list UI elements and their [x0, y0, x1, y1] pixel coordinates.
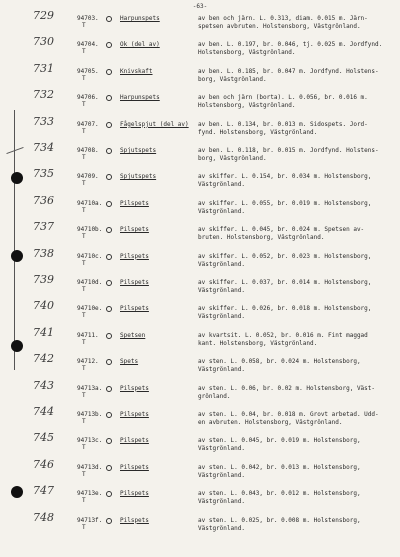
- circle-mark-icon: [106, 333, 112, 339]
- object-description: av sten. L. 0.06, br. 0.02 m. Holstensborg, Väst- grönland.: [198, 384, 376, 400]
- t-mark: T: [82, 286, 86, 293]
- catalog-number: 94706.: [77, 94, 99, 102]
- circle-mark-icon: [106, 491, 112, 497]
- circle-mark-icon: [106, 254, 112, 260]
- object-name: Pilspets: [120, 279, 149, 286]
- t-mark: T: [82, 418, 86, 425]
- object-name: Knivskaft: [120, 67, 153, 75]
- handwritten-number: 730: [33, 35, 54, 49]
- object-name: Pilspets: [120, 411, 149, 418]
- t-mark: T: [82, 101, 86, 109]
- catalog-number: 94713e.: [77, 490, 103, 498]
- handwritten-number: 741: [33, 325, 54, 339]
- t-mark: T: [82, 523, 86, 531]
- object-description: av sten. L. 0.043, br. 0.012 m. Holstensborg, Västgrönland.: [198, 490, 361, 506]
- object-name: Pilspets: [120, 463, 149, 471]
- circle-mark-icon: [106, 148, 112, 154]
- object-description: av ben. L. 0.118, br. 0.015 m. Jordfynd. Holstens- borg, Västgrönland.: [198, 147, 379, 162]
- handwritten-number: 732: [33, 88, 54, 102]
- object-name: Pilspets: [120, 199, 149, 207]
- page-number: -63-: [192, 3, 208, 10]
- circle-mark-icon: [106, 386, 112, 392]
- object-description: av skiffer. L. 0.052, br. 0.023 m. Holstensborg, Västgrönland.: [198, 252, 372, 268]
- object-description: av skiffer. L. 0.045, br. 0.024 m. Spetsen av- bruten. Holstensborg, Västgrönland.: [198, 226, 365, 242]
- circle-mark-icon: [106, 412, 112, 418]
- circle-mark-icon: [106, 16, 112, 22]
- handwritten-number: 743: [33, 378, 54, 392]
- handwritten-number: 745: [33, 431, 54, 445]
- handwritten-number: 735: [33, 167, 54, 181]
- object-name: Spetsen: [120, 331, 146, 339]
- catalog-number: 94710d.: [77, 279, 103, 286]
- object-description: av skiffer. L. 0.055, br. 0.019 m. Holstensborg, Västgrönland.: [198, 199, 372, 215]
- catalog-number: 94710b.: [77, 226, 103, 234]
- object-name: Spets: [120, 358, 139, 366]
- catalog-number: 94710e.: [77, 305, 103, 313]
- object-description: av sten. L. 0.045, br. 0.019 m. Holstensborg, Västgrönland.: [198, 437, 361, 453]
- t-mark: T: [82, 180, 86, 188]
- t-mark: T: [82, 497, 86, 505]
- t-mark: T: [82, 338, 86, 346]
- circle-mark-icon: [106, 201, 112, 207]
- catalog-number: 94710c.: [77, 252, 103, 260]
- circle-mark-icon: [106, 122, 112, 128]
- object-description: av kvartsit. L. 0.052, br. 0.016 m. Fint maggad kant. Holstensborg, Västgrönland.: [198, 331, 368, 347]
- circle-mark-icon: [106, 42, 112, 48]
- circle-mark-icon: [106, 227, 112, 233]
- handwritten-number: 737: [33, 220, 54, 234]
- catalog-number: 94705.: [77, 67, 99, 75]
- catalog-number: 94713f.: [77, 516, 103, 524]
- object-name: Pilspets: [120, 226, 149, 234]
- circle-mark-icon: [106, 518, 112, 524]
- catalog-number: 94709.: [77, 173, 99, 181]
- object-name: Pilspets: [120, 516, 149, 524]
- object-name: Fågelspjut (del av): [120, 120, 189, 128]
- handwritten-number: 729: [33, 9, 54, 22]
- handwritten-number: 742: [33, 352, 54, 366]
- t-mark: T: [82, 312, 86, 320]
- circle-mark-icon: [106, 359, 112, 365]
- object-description: av sten. L. 0.025, br. 0.008 m. Holstensborg, Västgrönland.: [198, 516, 361, 532]
- circle-mark-icon: [106, 69, 112, 75]
- object-description: av ben och järn (borta). L. 0.056, br. 0.016 m. Holstensborg, Västgrönland.: [198, 94, 368, 110]
- catalog-number: 94713b.: [77, 411, 103, 418]
- catalog-number: 94708.: [77, 147, 99, 154]
- handwritten-number: 744: [33, 405, 54, 418]
- object-name: Pilspets: [120, 437, 149, 445]
- t-mark: T: [82, 444, 86, 452]
- object-description: av ben. L. 0.134, br. 0.013 m. Sidospets. Jord- fynd. Holstensborg, Västgrönland.: [198, 120, 368, 136]
- object-name: Pilspets: [120, 305, 149, 313]
- margin-cross-mark: [6, 147, 23, 154]
- t-mark: T: [82, 365, 86, 373]
- catalog-number: 94710a.: [77, 199, 103, 207]
- object-description: av sten. L. 0.058, br. 0.024 m. Holstensborg, Västgrönland.: [198, 358, 361, 374]
- object-description: av sten. L. 0.04, br. 0.018 m. Grovt arbetad. Udd- en avbruten. Holstensborg, Västgrönland.: [198, 411, 379, 426]
- catalog-number: 94703.: [77, 15, 99, 22]
- object-description: av skiffer. L. 0.154, br. 0.034 m. Holstensborg, Västgrönland.: [198, 173, 372, 189]
- object-description: av ben. L. 0.185, br. 0.047 m. Jordfynd. Holstens- borg, Västgrönland.: [198, 67, 379, 83]
- handwritten-number: 748: [33, 510, 54, 524]
- t-mark: T: [82, 154, 86, 161]
- handwritten-number: 734: [33, 141, 54, 154]
- handwritten-number: 740: [33, 299, 54, 313]
- t-mark: T: [82, 233, 86, 241]
- handwritten-number: 746: [33, 457, 54, 471]
- handwritten-number: 739: [33, 273, 54, 286]
- object-name: Harpunspets: [120, 15, 160, 22]
- handwritten-number: 736: [33, 193, 54, 207]
- circle-mark-icon: [106, 465, 112, 471]
- object-name: Ok (del av): [120, 41, 160, 49]
- object-name: Harpunspets: [120, 94, 160, 102]
- circle-mark-icon: [106, 95, 112, 101]
- t-mark: T: [82, 259, 86, 267]
- catalog-number: 94704.: [77, 41, 99, 49]
- object-description: av sten. L. 0.042, br. 0.013 m. Holstensborg, Västgrönland.: [198, 463, 361, 479]
- t-mark: T: [82, 48, 86, 56]
- punch-hole: [11, 172, 23, 184]
- punch-hole: [11, 250, 23, 262]
- circle-mark-icon: [106, 306, 112, 312]
- handwritten-number: 731: [33, 61, 54, 75]
- catalog-number: 94711.: [77, 331, 99, 339]
- object-name: Pilspets: [120, 252, 149, 260]
- t-mark: T: [82, 391, 86, 399]
- t-mark: T: [82, 206, 86, 214]
- circle-mark-icon: [106, 174, 112, 180]
- catalog-number: 94713c.: [77, 437, 103, 445]
- object-description: av skiffer. L. 0.037, br. 0.014 m. Holstensborg, Västgrönland.: [198, 279, 372, 294]
- catalog-number: 94713d.: [77, 463, 103, 471]
- handwritten-number: 738: [33, 246, 54, 260]
- object-description: av ben och järn. L. 0.313, diam. 0.015 m. Järn- spetsen avbruten. Holstensborg, Västgrönland.: [198, 15, 368, 30]
- object-name: Spjutspets: [120, 147, 157, 154]
- handwritten-number: 733: [33, 114, 54, 128]
- handwritten-number: 747: [33, 484, 54, 498]
- punch-hole: [11, 340, 23, 352]
- catalog-number: 94712.: [77, 358, 99, 366]
- punch-hole: [11, 486, 23, 498]
- circle-mark-icon: [106, 438, 112, 444]
- object-description: av ben. L. 0.197, br. 0.046, tj. 0.025 m. Jordfynd. Holstensborg, Västgrönland.: [198, 41, 383, 57]
- t-mark: T: [82, 74, 86, 82]
- object-name: Pilspets: [120, 384, 149, 392]
- catalog-number: 94713a.: [77, 384, 103, 392]
- t-mark: T: [82, 127, 86, 135]
- object-name: Spjutspets: [120, 173, 157, 181]
- object-name: Pilspets: [120, 490, 149, 498]
- t-mark: T: [82, 470, 86, 478]
- catalog-number: 94707.: [77, 120, 99, 128]
- t-mark: T: [82, 22, 86, 29]
- circle-mark-icon: [106, 280, 112, 286]
- object-description: av skiffer. L. 0.026, br. 0.018 m. Holstensborg, Västgrönland.: [198, 305, 372, 321]
